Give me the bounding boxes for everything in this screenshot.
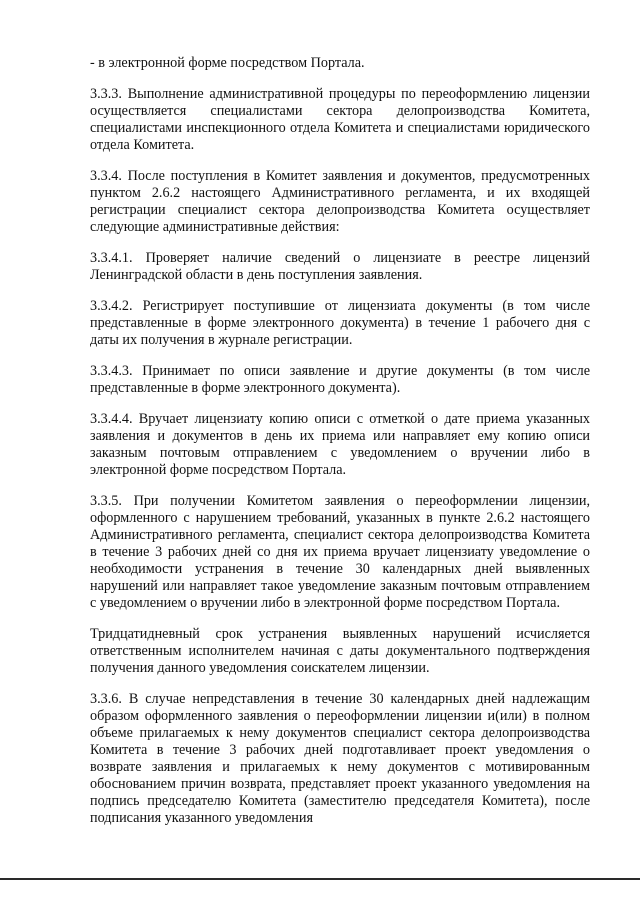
paragraph-thirty-day-term: Тридцатидневный срок устранения выявленных нарушений исчисляется ответственным исполнителем начиная с даты документального подтверждения получения данного уведомления соискателем лицензии.	[90, 626, 590, 676]
paragraph-3-3-6: 3.3.6. В случае непредставления в течение 30 календарных дней надлежащим образом оформленного заявления о переоформлении лицензии и(или) в полном объеме прилагаемых к нему документов специалист сектора делопроизводства Комитета в течение 3 рабочих дней подготавливает проект уведомления о возврате заявления и прилагаемых к нему документов с мотивированным обоснованием причин возврата, представляет проект указанного уведомления на подпись председателю Комитета (заместителю председателя Комитета), после подписания указанного уведомления	[90, 691, 590, 826]
paragraph-3-3-4-1: 3.3.4.1. Проверяет наличие сведений о лицензиате в реестре лицензий Ленинградской области в день поступления заявления.	[90, 250, 590, 283]
document-body	[90, 55, 590, 841]
paragraph-3-3-4-4: 3.3.4.4. Вручает лицензиату копию описи с отметкой о дате приема указанных заявления и документов в день их приема или направляет ему копию описи заказным почтовым отправлением с уведомлением о вручении либо в электронной форме посредством Портала.	[90, 411, 590, 478]
paragraph-portal-line: - в электронной форме посредством Портала.	[90, 55, 365, 71]
paragraph-3-3-4-3: 3.3.4.3. Принимает по описи заявление и другие документы (в том числе представленные в форме электронного документа).	[90, 363, 590, 396]
paragraph-3-3-5: 3.3.5. При получении Комитетом заявления о переоформлении лицензии, оформленного с нарушением требований, указанных в пункте 2.6.2 настоящего Административного регламента, специалист сектора делопроизводства Комитета в течение 3 рабочих дней со дня их приема вручает лицензиату уведомление о необходимости устранения в течение 30 календарных дней выявленных нарушений или направляет такое уведомление заказным почтовым отправлением с уведомлением о вручении либо в электронной форме посредством Портала.	[90, 493, 590, 611]
bottom-edge-line	[0, 878, 640, 880]
paragraph-3-3-4: 3.3.4. После поступления в Комитет заявления и документов, предусмотренных пунктом 2.6.2 настоящего Административного регламента, и их входящей регистрации специалист сектора делопроизводства Комитета осуществляет следующие административные действия:	[90, 168, 590, 235]
paragraph-3-3-3: 3.3.3. Выполнение административной процедуры по переоформлению лицензии осуществляется специалистами сектора делопроизводства Комитета, специалистами инспекционного отдела Комитета и специалистами юридического отдела Комитета.	[90, 86, 590, 153]
paragraph-3-3-4-2: 3.3.4.2. Регистрирует поступившие от лицензиата документы (в том числе представленные в форме электронного документа) в течение 1 рабочего дня с даты их получения в журнале регистрации.	[90, 298, 590, 348]
